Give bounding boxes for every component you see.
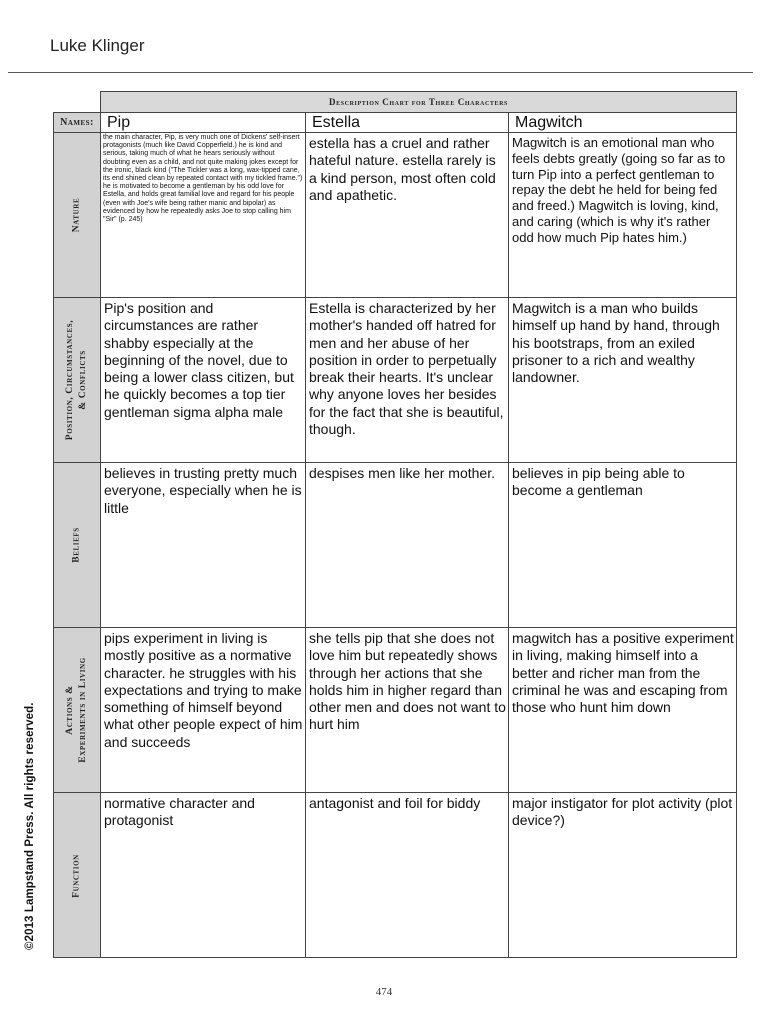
chart-title: Description Chart for Three Characters — [100, 91, 737, 112]
character-name-magwitch: Magwitch — [508, 112, 737, 132]
row-label-text: Beliefs — [71, 527, 82, 563]
row-label-text: Position, Circumstances, — [65, 319, 75, 441]
row-label-beliefs — [53, 462, 100, 627]
nature-cell-magwitch: Magwitch is an emotional man who feels debts greatly (going so far as to turn Pip into a perfect gentleman to repay the debt he held for being fed and freed.) Magwitch is loving, kind, and caring (which is why it's rather odd how much Pip hates him.) — [508, 132, 737, 297]
beliefs-cell-estella: despises men like her mother. — [305, 462, 508, 627]
row-label-text: Actions & — [65, 685, 75, 735]
nature-cell-pip: the main character, Pip, is very much one of Dickens' self-insert protagonists (much like David Copperfield.) he is kind and serious, taking much of what he hears seriously without doubting even as a child, and not quite making jokes except for the ironic, black kind ("The Tickler was a long, wax-tipped cane, its end shined clean by repeated contact with my tickled frame.") he is motivated to become a gentleman by his odd love for Estella, and holds great familial love and regard for his people (even with Joe's wife being rather manic and bipolar) as evidenced by how he repeatedly asks Joe to stop calling him "Sir" (p. 245) — [100, 132, 305, 297]
function-cell-pip: normative character and protagonist — [100, 792, 305, 958]
actions-cell-pip: pips experiment in living is mostly positive as a normative character. he struggles with his expectations and trying to make something of himself beyond what other people expect of him and succeeds — [100, 627, 305, 792]
row-label-nature — [53, 132, 100, 297]
row-label-text: & Conflicts — [78, 350, 88, 410]
actions-cell-magwitch: magwitch has a positive experiment in living, making himself into a better and richer man from the criminal he was and escaping from those who hunt him down — [508, 627, 737, 792]
beliefs-cell-magwitch: believes in pip being able to become a gentleman — [508, 462, 737, 627]
position-cell-magwitch: Magwitch is a man who builds himself up hand by hand, through his bootstraps, from an exiled prisoner to a rich and wealthy landowner. — [508, 297, 737, 462]
row-label-actions — [53, 627, 100, 792]
row-label-position — [53, 297, 100, 462]
nature-cell-estella: estella has a cruel and rather hateful nature. estella rarely is a kind person, most often cold and apathetic. — [305, 132, 508, 297]
function-cell-estella: antagonist and foil for biddy — [305, 792, 508, 958]
beliefs-cell-pip: believes in trusting pretty much everyone, especially when he is little — [100, 462, 305, 627]
row-label-function — [53, 792, 100, 958]
position-cell-pip: Pip's position and circumstances are rather shabby especially at the beginning of the novel, due to being a lower class citizen, but he quickly becomes a top tier gentleman sigma alpha male — [100, 297, 305, 462]
copyright-notice: ©2013 Lampstand Press. All rights reserved. — [24, 702, 36, 950]
row-label-text: Experiments in Living — [78, 657, 88, 763]
function-cell-magwitch: major instigator for plot activity (plot device?) — [508, 792, 737, 958]
character-name-pip: Pip — [100, 112, 305, 132]
row-label-text: Function — [71, 853, 82, 898]
position-cell-estella: Estella is characterized by her mother's handed off hatred for men and her abuse of her position in order to perpetually break their hearts. It's unclear why anyone loves her besides for the fact that she is beautiful, though. — [305, 297, 508, 462]
character-name-estella: Estella — [305, 112, 508, 132]
student-name: Luke Klinger — [50, 36, 145, 55]
names-label: Names: — [53, 112, 100, 132]
actions-cell-estella: she tells pip that she does not love him but repeatedly shows through her actions that she holds him in higher regard than other men and does not want to hurt him — [305, 627, 508, 792]
page-number: 474 — [375, 986, 393, 998]
row-label-text: Nature — [71, 197, 82, 233]
header-rule — [8, 72, 753, 73]
